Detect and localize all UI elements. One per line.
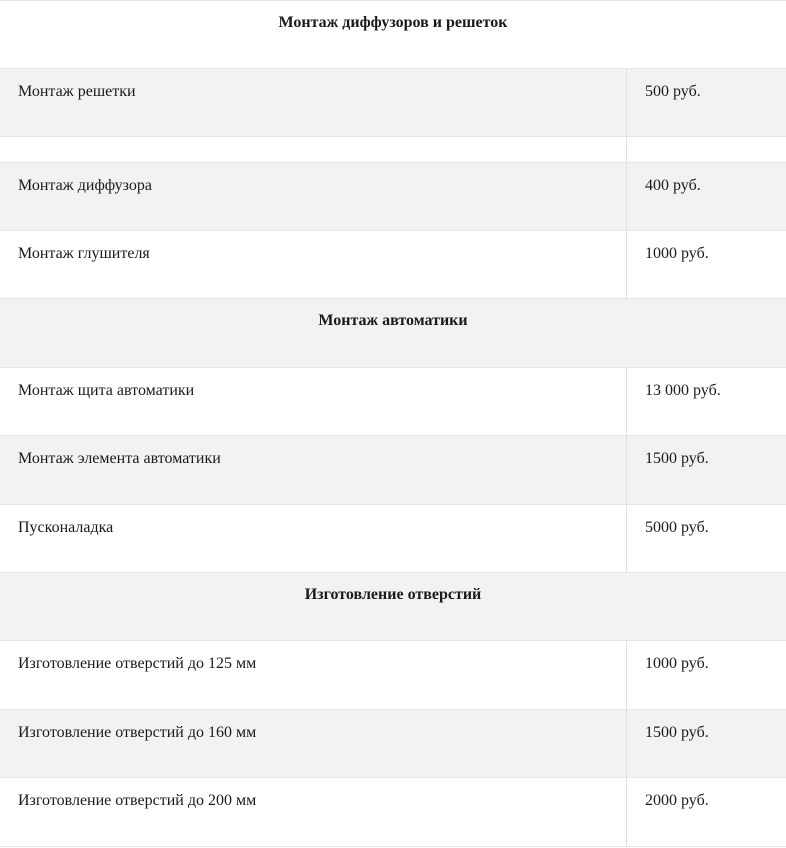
- table-row: [0, 368, 786, 436]
- section-header: [0, 573, 786, 641]
- section-title: Монтаж автоматики: [318, 312, 468, 329]
- service-price: 500 руб.: [645, 83, 701, 100]
- table-row-empty: [0, 137, 786, 163]
- service-price: 1500 руб.: [645, 724, 709, 741]
- section-header: [0, 299, 786, 368]
- section-title: Изготовление отверстий: [304, 586, 482, 603]
- service-name: Пусконаладка: [0, 505, 627, 572]
- service-name: Монтаж щита автоматики: [0, 368, 627, 435]
- service-price: 400 руб.: [645, 177, 701, 194]
- service-name: [0, 137, 627, 162]
- service-name: Изготовление отверстий до 160 мм: [0, 710, 627, 777]
- service-name: Монтаж диффузора: [0, 163, 627, 230]
- table-row: [0, 69, 786, 137]
- service-price: 1000 руб.: [645, 245, 709, 262]
- service-name: Монтаж элемента автоматики: [0, 436, 627, 504]
- service-name: Монтаж глушителя: [0, 231, 627, 298]
- table-row: [0, 163, 786, 231]
- service-price: 1500 руб.: [645, 450, 709, 467]
- table-row: [0, 231, 786, 299]
- service-price: 2000 руб.: [645, 792, 709, 809]
- service-price: 1000 руб.: [645, 655, 709, 672]
- service-price: 13 000 руб.: [645, 382, 721, 399]
- table-row: [0, 641, 786, 710]
- service-name: Изготовление отверстий до 200 мм: [0, 778, 627, 846]
- table-row: [0, 778, 786, 847]
- section-title: Монтаж диффузоров и решеток: [278, 14, 508, 31]
- service-name: Изготовление отверстий до 125 мм: [0, 641, 627, 709]
- section-header: [0, 1, 786, 69]
- table-row: [0, 710, 786, 778]
- service-price: [627, 137, 786, 162]
- table-row: [0, 505, 786, 573]
- table-row: [0, 436, 786, 505]
- service-name: Монтаж решетки: [0, 69, 627, 136]
- service-price: 5000 руб.: [645, 519, 709, 536]
